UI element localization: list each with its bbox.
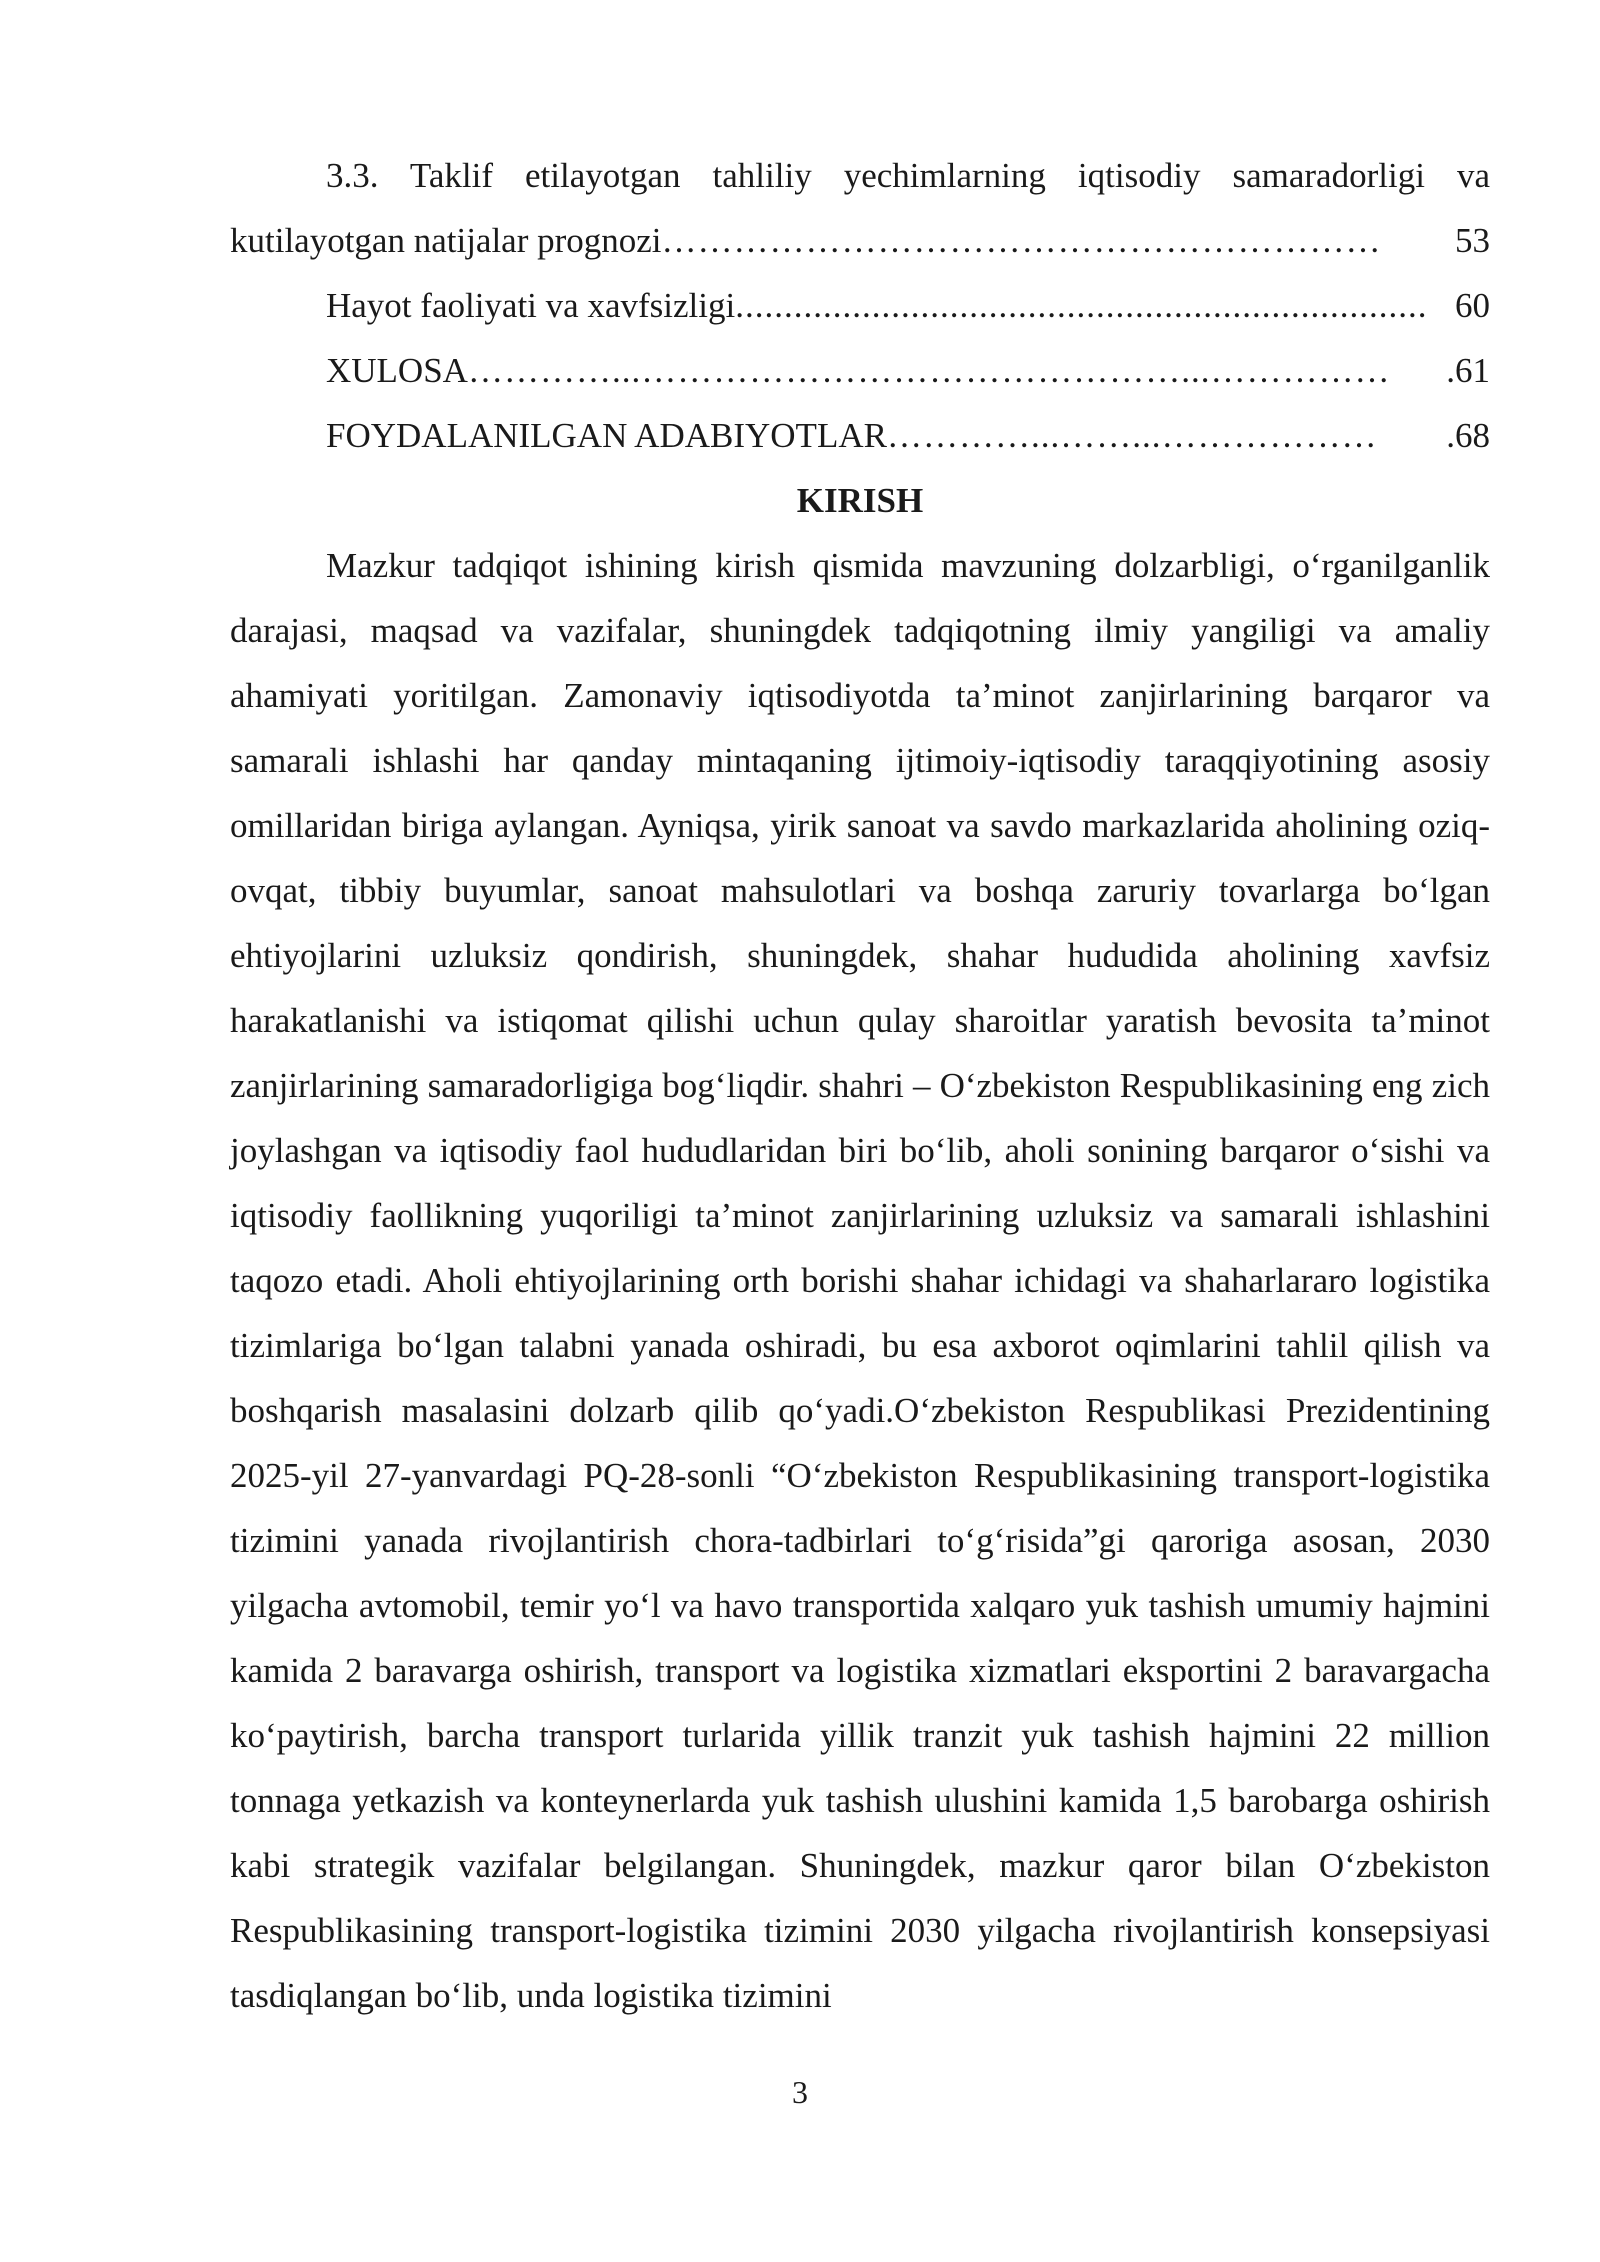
toc-leader-dots: …………...………………………………………...…………… [467,351,1391,390]
toc-entry-label: XULOSA [326,351,468,390]
toc-leader-dots: …………...……...……………… [886,416,1378,455]
toc-entry-adabiyotlar [230,403,1490,468]
section-heading: KIRISH [796,481,924,520]
toc-entry-label: kutilayotgan natijalar prognozi [230,221,662,260]
toc-entry-label: Hayot faoliyati va xavfsizligi [326,286,736,325]
toc-block [230,143,1490,2028]
toc-page-number: 60 [1455,286,1490,325]
toc-entry-label: FOYDALANILGAN ADABIYOTLAR [326,416,887,455]
page-number: 3 [792,2074,808,2110]
toc-leader-dots: ....................................................................... [735,286,1428,325]
toc-page-number: .61 [1446,351,1490,390]
toc-entry-3-3 [230,208,1490,273]
toc-page-number: .68 [1446,416,1490,455]
toc-leader-dots: …………………………………………………… [661,221,1382,260]
body-paragraph: Mazkur tadqiqot ishining kirish qismida mavzuning dolzarbligi, o‘rganilganlik darajasi, maqsad va vazifalar, shuningdek tadqiqotning ilmiy yangiligi va amaliy ahamiyati yoritilgan. Zamonaviy iqtisodiyotda ta’minot zanjirlarining barqaror va samarali ishlashi har qanday mintaqaning ijtimoiy-iqtisodiy taraqqiyotining asosiy omillaridan biriga aylangan. Ayniqsa, yirik sanoat va savdo markazlarida aholining oziq-ovqat, tibbiy buyumlar, sanoat mahsulotlari va boshqa zaruriy tovarlarga bo‘lgan ehtiyojlarini uzluksiz qondirish, shuningdek, shahar hududida aholining xavfsiz harakatlanishi va istiqomat qilishi uchun qulay sharoitlar yaratish bevosita ta’minot zanjirlarining samaradorligiga bog‘liqdir. shahri – O‘zbekiston Respublikasining eng zich joylashgan va iqtisodiy faol hududlaridan biri bo‘lib, aholi sonining barqaror o‘sishi va iqtisodiy faollikning yuqoriligi ta’minot zanjirlarining uzluksiz va samarali ishlashini taqozo etadi. Aholi ehtiyojlarining orth borishi shahar ichidagi va shaharlararo logistika tizimlariga bo‘lgan talabni yanada oshiradi, bu esa axborot oqimlarini tahlil qilish va boshqarish masalasini dolzarb qilib qo‘yadi.O‘zbekiston Respublikasi Prezidentining 2025-yil 27-yanvardagi PQ-28-sonli “O‘zbekiston Respublikasining transport-logistika tizimini yanada rivojlantirish chora-tadbirlari to‘g‘risida”gi qaroriga asosan, 2030 yilgacha avtomobil, temir yo‘l va havo transportida xalqaro yuk tashish umumiy hajmini kamida 2 baravarga oshirish, transport va logistika xizmatlari eksportini 2 baravargacha ko‘paytirish, barcha transport turlarida yillik tranzit yuk tashish hajmini 22 million tonnaga yetkazish va konteynerlarda yuk tashish ulushini kamida 1,5 barobarga oshirish kabi strategik vazifalar belgilangan. Shuningdek, mazkur qaror bilan O‘zbekiston Respublikasining transport-logistika tizimini 2030 yilgacha rivojlantirish konsepsiyasi tasdiqlangan bo‘lib, unda logistika tizimini [230,546,1490,2015]
toc-page-number: 53 [1455,221,1490,260]
toc-entry-3-3-first-line: 3.3. Taklif etilayotgan tahliliy yechimlarning iqtisodiy samaradorligi va [326,156,1490,195]
toc-entry-hayot-faoliyati [230,273,1490,338]
toc-entry-xulosa [230,338,1490,403]
